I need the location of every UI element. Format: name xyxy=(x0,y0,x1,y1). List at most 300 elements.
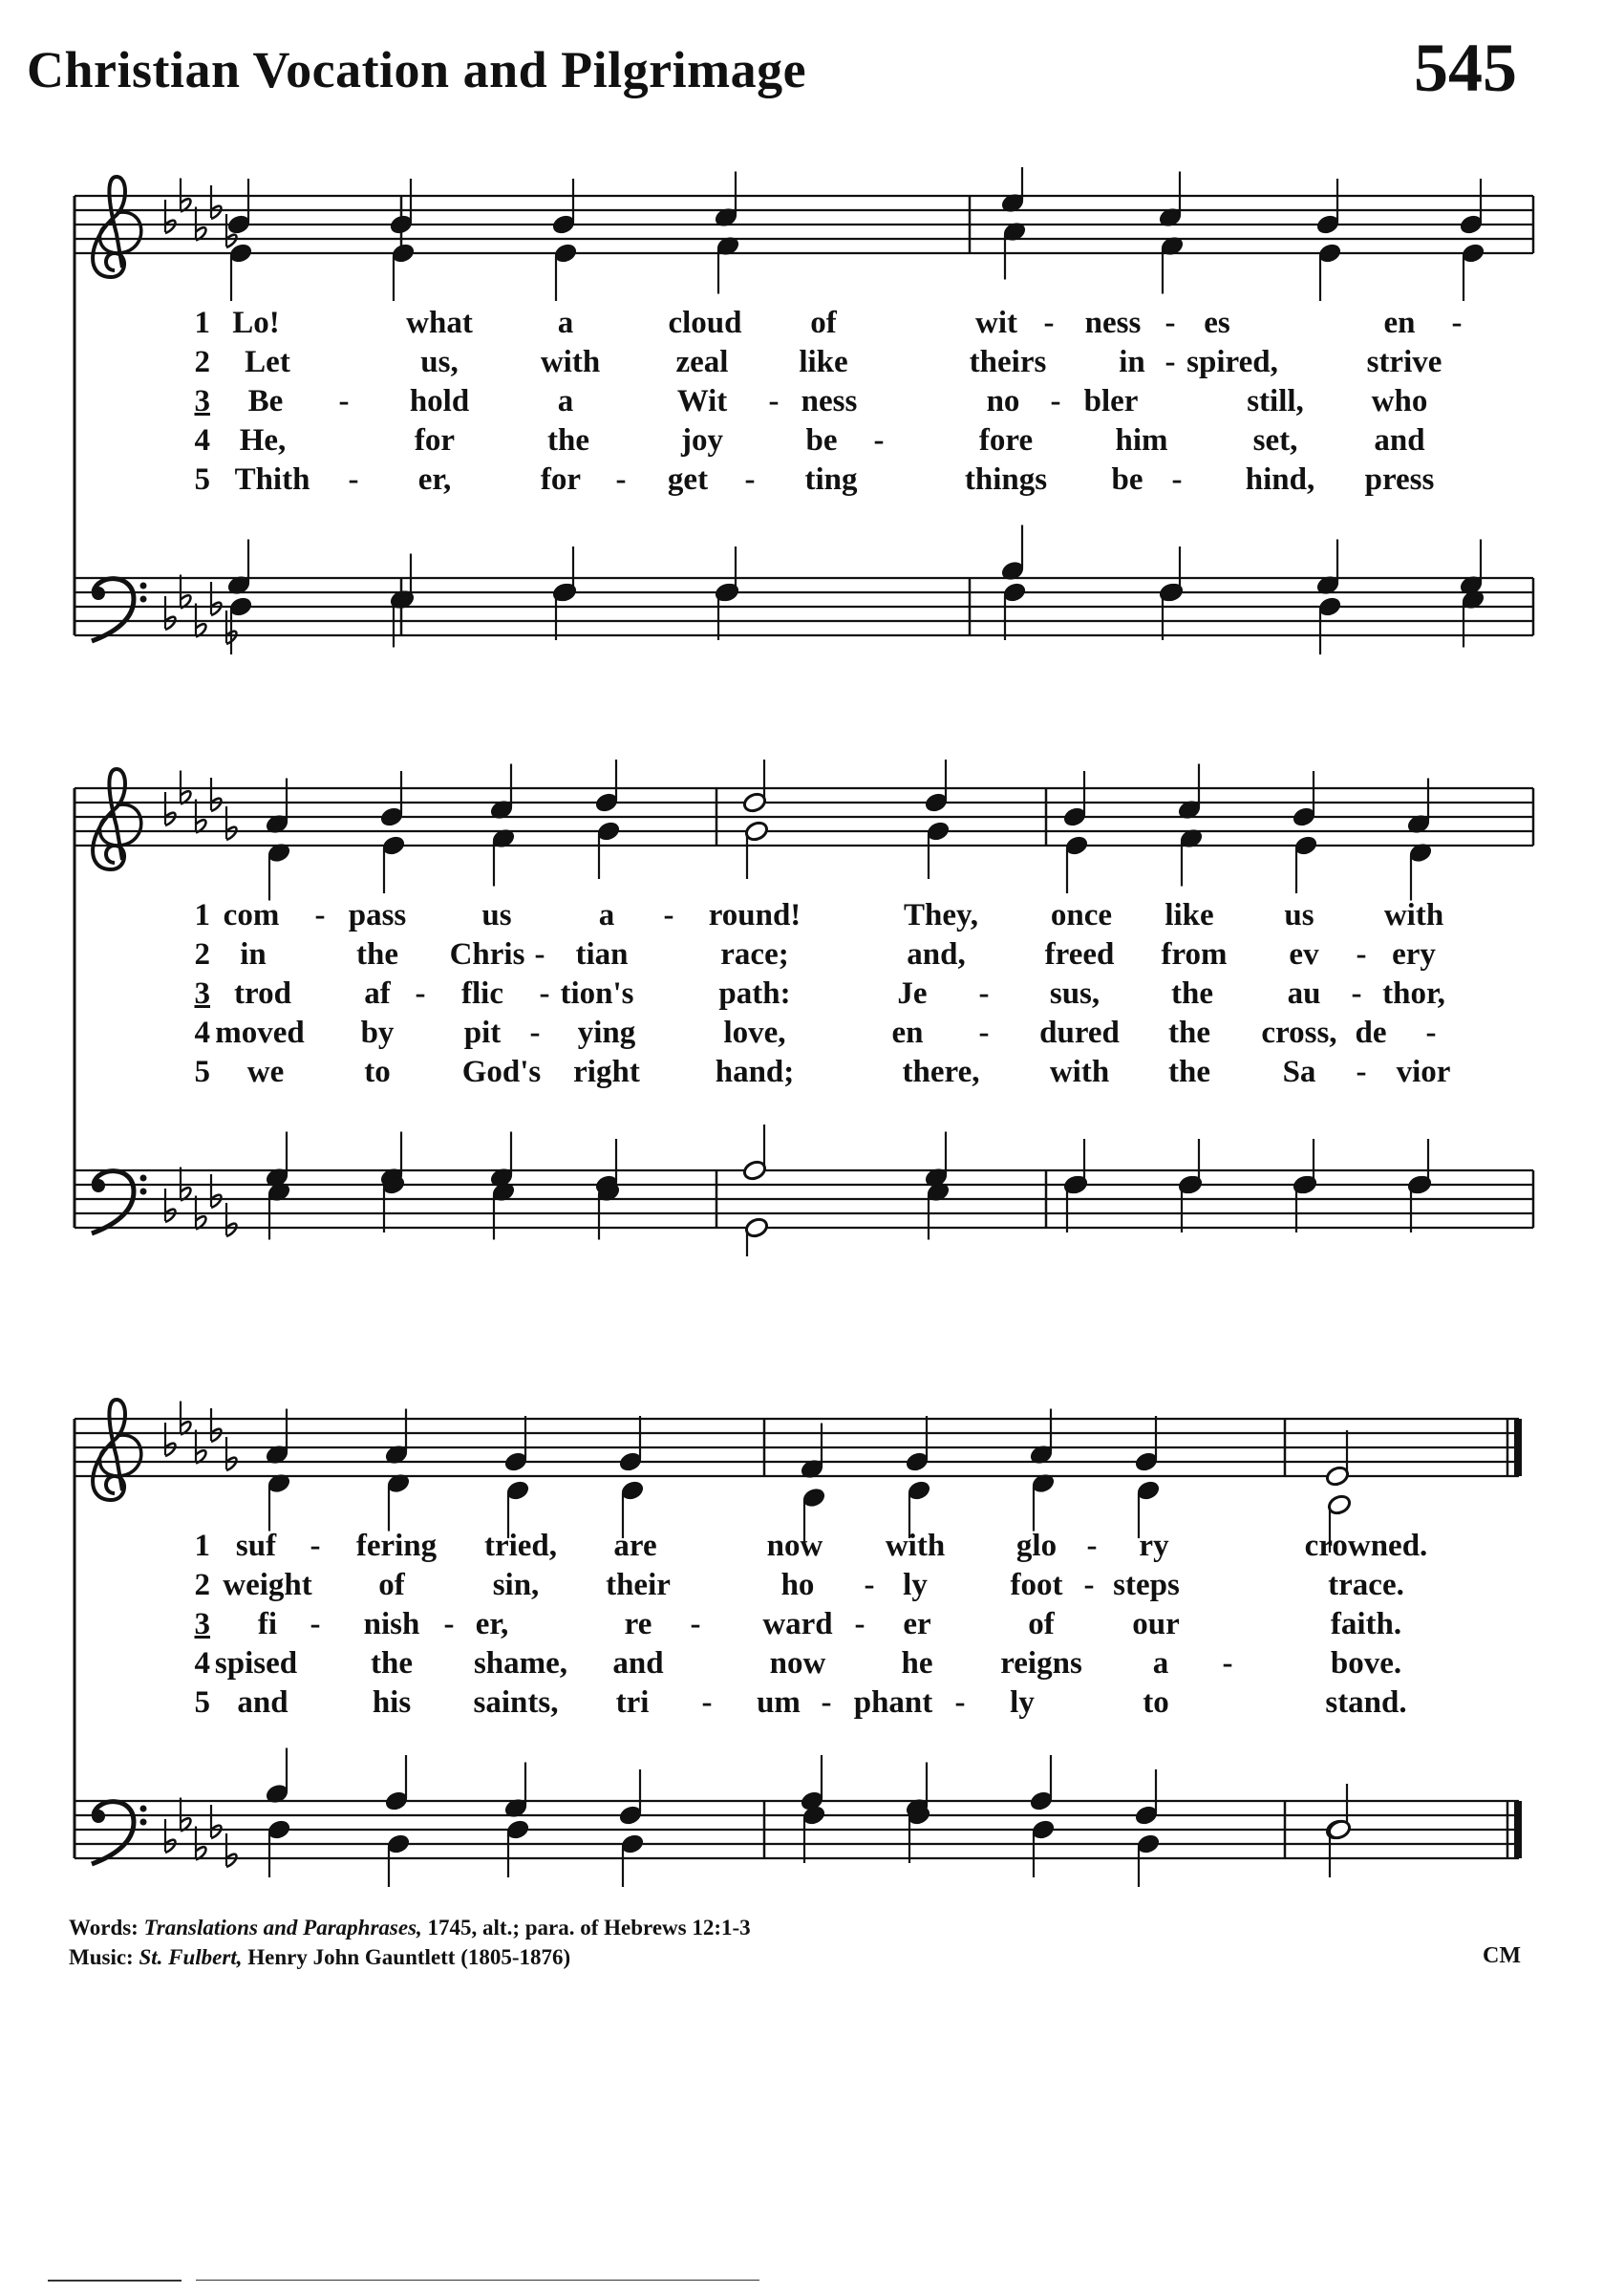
verse-number: 5 xyxy=(194,1685,210,1720)
verse-number: 2 xyxy=(194,1568,210,1602)
bass-note xyxy=(716,581,741,640)
lyric-syllable: They, xyxy=(904,898,978,932)
verse-line xyxy=(0,1568,1624,1606)
lyric-syllable: vior xyxy=(1396,1055,1451,1089)
lyric-syllable: es xyxy=(1204,306,1230,340)
verse-line xyxy=(0,306,1624,344)
lyric-syllable: bove. xyxy=(1330,1646,1402,1681)
lyric-syllable: um xyxy=(757,1685,801,1720)
hyphen: - xyxy=(701,1685,713,1720)
lyric-syllable: en xyxy=(891,1016,924,1050)
tenor-note xyxy=(1000,525,1026,583)
lyric-syllable: his xyxy=(372,1685,412,1720)
bass-note xyxy=(744,1216,770,1256)
lyric-syllable: our xyxy=(1132,1607,1180,1641)
lyric-syllable: a xyxy=(557,384,574,418)
lyric-syllable: from xyxy=(1161,937,1228,972)
hyphen: - xyxy=(690,1607,701,1641)
bass-note xyxy=(907,1804,932,1863)
lyric-syllable: ness xyxy=(1084,306,1142,340)
lyric-syllable: the xyxy=(547,423,589,458)
lyric-syllable: ery xyxy=(1392,937,1436,972)
lyric-syllable: ly xyxy=(903,1568,928,1602)
lyric-syllable: by xyxy=(360,1016,395,1050)
lyric-syllable: fi xyxy=(257,1607,278,1641)
verse-number: 4 xyxy=(194,1646,210,1681)
lyric-syllable: Lo! xyxy=(232,306,280,340)
final-barline xyxy=(1514,1419,1522,1476)
lyric-syllable: freed xyxy=(1044,937,1115,972)
verse-line xyxy=(0,384,1624,422)
words-credit xyxy=(69,1913,751,1942)
flat-icon xyxy=(226,1833,237,1867)
lyric-syllable: press xyxy=(1364,462,1435,497)
lyric-syllable: steps xyxy=(1113,1568,1180,1602)
lyric-syllable: in xyxy=(1119,345,1145,379)
lyric-syllable: trod xyxy=(234,976,291,1011)
lyric-syllable: Wit xyxy=(676,384,728,418)
lyric-syllable: ry xyxy=(1139,1529,1169,1563)
bass-note xyxy=(1064,1173,1090,1232)
lyric-syllable: to xyxy=(364,1055,391,1089)
lyric-syllable: the xyxy=(1171,976,1213,1011)
lyric-syllable: tion's xyxy=(560,976,634,1011)
flat-icon xyxy=(211,1805,222,1838)
hyphen: - xyxy=(1356,1055,1367,1089)
verse-number: 3 xyxy=(194,1607,210,1641)
verse-number: 5 xyxy=(194,462,210,497)
music-label: Music: xyxy=(69,1945,134,1969)
lyric-syllable: hold xyxy=(409,384,470,418)
hyphen: - xyxy=(821,1685,832,1720)
lyric-syllable: en xyxy=(1383,306,1416,340)
alto-note xyxy=(1461,242,1486,301)
lyric-syllable: ting xyxy=(804,462,858,497)
flat-icon xyxy=(226,1437,237,1470)
soprano-note xyxy=(1062,771,1088,828)
lyric-syllable: stand. xyxy=(1325,1685,1407,1720)
verse-line xyxy=(0,1529,1624,1567)
verse-number: 2 xyxy=(194,937,210,972)
flat-icon xyxy=(211,1408,222,1442)
tenor-note xyxy=(742,1125,768,1182)
soprano-note xyxy=(618,1416,644,1473)
bass-note xyxy=(801,1804,827,1863)
alto-note xyxy=(1179,827,1205,887)
lyric-syllable: ho xyxy=(780,1568,815,1602)
hyphen: - xyxy=(615,462,627,497)
lyric-syllable: af xyxy=(364,976,391,1011)
hyphen: - xyxy=(1351,976,1362,1011)
hyphen: - xyxy=(314,898,326,932)
tenor-note xyxy=(226,540,252,597)
tenor-note xyxy=(1134,1769,1160,1827)
lyric-syllable: there, xyxy=(902,1055,980,1089)
music-tune: St. Fulbert, xyxy=(139,1945,243,1969)
verse-number: 1 xyxy=(194,1529,210,1563)
final-barline xyxy=(1514,1801,1522,1858)
lyric-syllable: pass xyxy=(348,898,407,932)
bass-note xyxy=(1408,1173,1434,1232)
verse-number: 1 xyxy=(194,306,210,340)
lyric-syllable: with xyxy=(1383,898,1444,932)
hyphen: - xyxy=(338,384,350,418)
lyric-syllable: right xyxy=(573,1055,640,1089)
tenor-note xyxy=(503,1763,529,1820)
flat-icon xyxy=(226,806,237,840)
meter-label: CM xyxy=(1483,1943,1521,1968)
bass-note xyxy=(267,1181,292,1240)
flat-icon xyxy=(165,596,176,630)
lyric-syllable: glo xyxy=(1015,1529,1058,1563)
treble-clef-icon xyxy=(93,1400,141,1500)
lyric-syllable: spised xyxy=(214,1646,298,1681)
footer-rule-right xyxy=(196,2280,759,2281)
words-source: Translations and Paraphrases, xyxy=(143,1916,422,1939)
hyphen: - xyxy=(1043,306,1055,340)
lyric-syllable: path: xyxy=(718,976,791,1011)
flat-icon xyxy=(165,1189,176,1222)
lyric-syllable: for xyxy=(414,423,456,458)
alto-note xyxy=(716,235,741,294)
bass-note xyxy=(1136,1832,1162,1887)
alto-note xyxy=(1408,842,1434,901)
verse-line xyxy=(0,976,1624,1015)
soprano-note xyxy=(594,760,620,814)
lyric-syllable: au xyxy=(1287,976,1321,1011)
verse-number: 3 xyxy=(194,976,210,1011)
verse-number: 4 xyxy=(194,1016,210,1050)
lyric-syllable: who xyxy=(1371,384,1428,418)
hyphen: - xyxy=(978,1016,990,1050)
lyric-syllable: er xyxy=(903,1607,931,1641)
soprano-note xyxy=(503,1416,529,1473)
lyric-syllable: he xyxy=(901,1646,933,1681)
lyric-syllable: us xyxy=(1284,898,1314,932)
alto-note xyxy=(391,242,417,301)
soprano-note xyxy=(800,1424,825,1481)
lyric-syllable: the xyxy=(1168,1055,1210,1089)
verse-number: 2 xyxy=(194,345,210,379)
lyric-syllable: we xyxy=(246,1055,285,1089)
lyric-syllable: tian xyxy=(575,937,629,972)
hymn-number: 545 xyxy=(1414,30,1517,106)
hyphen: - xyxy=(1050,384,1061,418)
alto-note xyxy=(596,820,622,879)
lyric-syllable: us, xyxy=(420,345,459,379)
tenor-note xyxy=(1315,540,1341,597)
lyric-syllable: dured xyxy=(1039,1016,1120,1050)
soprano-note xyxy=(265,1409,290,1467)
verse-line xyxy=(0,462,1624,501)
soprano-note xyxy=(384,1409,410,1467)
lyric-syllable: ev xyxy=(1289,937,1319,972)
lyric-syllable: er, xyxy=(417,462,452,497)
lyric-syllable: the xyxy=(371,1646,413,1681)
lyric-syllable: race; xyxy=(720,937,789,972)
alto-note xyxy=(1160,235,1186,294)
lyric-syllable: be xyxy=(1111,462,1143,497)
tenor-note xyxy=(618,1769,644,1827)
alto-note xyxy=(553,242,579,301)
lyric-syllable: the xyxy=(1168,1016,1210,1050)
bass-note xyxy=(926,1181,951,1240)
lyric-syllable: what xyxy=(406,306,473,340)
hyphen: - xyxy=(415,976,426,1011)
hyphen: - xyxy=(1425,1016,1437,1050)
tenor-note xyxy=(489,1132,515,1189)
alto-note xyxy=(1064,834,1090,893)
lyric-syllable: cross, xyxy=(1261,1016,1337,1050)
lyric-syllable: phant xyxy=(853,1685,933,1720)
lyric-syllable: hand; xyxy=(715,1055,795,1089)
lyric-syllable: shame, xyxy=(473,1646,568,1681)
lyric-syllable: joy xyxy=(681,423,723,458)
hyphen: - xyxy=(663,898,674,932)
lyric-syllable: wit xyxy=(975,306,1017,340)
verse-line xyxy=(0,1685,1624,1724)
lyric-syllable: us xyxy=(481,898,512,932)
bass-note xyxy=(1293,1173,1319,1232)
verse-line xyxy=(0,1016,1624,1054)
hyphen: - xyxy=(1356,937,1367,972)
lyric-syllable: sin, xyxy=(492,1568,540,1602)
lyric-syllable: and xyxy=(612,1646,664,1681)
soprano-note xyxy=(1177,764,1203,822)
lyric-syllable: Chris xyxy=(449,937,525,972)
hyphen: - xyxy=(443,1607,455,1641)
lyric-syllable: now xyxy=(769,1646,826,1681)
footer-rule-left xyxy=(48,2280,182,2282)
bass-note xyxy=(267,1818,292,1877)
lyric-syllable: saints, xyxy=(473,1685,559,1720)
lyric-syllable: Thith xyxy=(234,462,310,497)
hyphen: - xyxy=(529,1016,541,1050)
flat-icon xyxy=(211,582,222,615)
treble-clef-icon xyxy=(93,177,141,277)
alto-note xyxy=(267,842,292,901)
bass-note xyxy=(1327,1818,1353,1877)
lyric-syllable: fering xyxy=(355,1529,438,1563)
alto-note xyxy=(1002,221,1028,280)
alto-note xyxy=(381,834,407,893)
hyphen: - xyxy=(864,1568,875,1602)
soprano-note xyxy=(1325,1430,1351,1488)
hyphen: - xyxy=(854,1607,865,1641)
lyric-syllable: flic xyxy=(461,976,503,1011)
tenor-note xyxy=(1459,540,1485,597)
soprano-note xyxy=(1406,779,1432,836)
lyric-syllable: and xyxy=(237,1685,288,1720)
bass-note xyxy=(491,1181,517,1240)
lyric-syllable: are xyxy=(613,1529,657,1563)
lyric-syllable: the xyxy=(356,937,398,972)
lyric-syllable: once xyxy=(1050,898,1113,932)
soprano-note xyxy=(714,172,739,229)
flat-icon xyxy=(211,778,222,811)
tenor-note xyxy=(1029,1755,1055,1812)
lyric-syllable: hind, xyxy=(1245,462,1315,497)
lyric-syllable: with xyxy=(1049,1055,1110,1089)
lyric-syllable: thor, xyxy=(1382,976,1445,1011)
verse-number: 5 xyxy=(194,1055,210,1089)
bass-clef-icon xyxy=(92,1171,147,1233)
bass-note xyxy=(1461,589,1486,648)
section-title: Christian Vocation and Pilgrimage xyxy=(27,41,807,98)
tenor-note xyxy=(265,1132,290,1189)
soprano-note xyxy=(1459,179,1485,236)
verse-line xyxy=(0,937,1624,975)
lyric-syllable: crowned. xyxy=(1304,1529,1428,1563)
verse-number: 1 xyxy=(194,898,210,932)
words-label: Words: xyxy=(69,1916,139,1939)
lyric-syllable: love, xyxy=(723,1016,786,1050)
alto-note xyxy=(267,1472,292,1532)
lyric-syllable: ying xyxy=(577,1016,636,1050)
tenor-note xyxy=(384,1755,410,1812)
lyric-syllable: fore xyxy=(978,423,1034,458)
lyric-syllable: com xyxy=(223,898,280,932)
lyric-syllable: ness xyxy=(801,384,858,418)
lyric-syllable: sus, xyxy=(1049,976,1100,1011)
lyric-syllable: Je xyxy=(897,976,928,1011)
lyric-syllable: He, xyxy=(239,423,287,458)
lyric-syllable: round! xyxy=(708,898,801,932)
lyric-syllable: de xyxy=(1355,1016,1387,1050)
soprano-note xyxy=(1158,172,1184,229)
lyric-syllable: with xyxy=(885,1529,946,1563)
music-system xyxy=(0,760,1624,1256)
lyric-syllable: a xyxy=(1152,1646,1169,1681)
hyphen: - xyxy=(768,384,780,418)
lyric-syllable: Be xyxy=(247,384,284,418)
lyric-syllable: foot xyxy=(1010,1568,1063,1602)
verse-line xyxy=(0,423,1624,461)
alto-note xyxy=(744,820,770,879)
verse-number: 3 xyxy=(194,384,210,418)
bass-clef-icon xyxy=(92,1802,147,1864)
lyric-syllable: faith. xyxy=(1330,1607,1402,1641)
hyphen: - xyxy=(1222,1646,1233,1681)
lyric-syllable: set, xyxy=(1252,423,1298,458)
music-system xyxy=(0,1390,1624,1887)
soprano-note xyxy=(1029,1409,1055,1467)
hyphen: - xyxy=(310,1529,321,1563)
lyric-syllable: of xyxy=(810,306,837,340)
bass-note xyxy=(1317,595,1343,654)
lyric-syllable: tri xyxy=(615,1685,650,1720)
alto-note xyxy=(1293,834,1319,893)
lyric-syllable: like xyxy=(1165,898,1214,932)
lyric-syllable: to xyxy=(1143,1685,1169,1720)
lyric-syllable: moved xyxy=(215,1016,305,1050)
bass-note xyxy=(1160,581,1186,640)
alto-note xyxy=(926,820,951,879)
verse-line xyxy=(0,1607,1624,1645)
lyric-syllable: no xyxy=(986,384,1020,418)
alto-note xyxy=(1031,1472,1057,1532)
bass-note xyxy=(1031,1818,1057,1877)
soprano-note xyxy=(226,179,252,236)
soprano-note xyxy=(379,771,405,828)
lyric-syllable: re xyxy=(624,1607,652,1641)
tenor-note xyxy=(924,1132,950,1189)
verse-line xyxy=(0,1646,1624,1684)
soprano-note xyxy=(924,760,950,814)
music-detail: Henry John Gauntlett (1805-1876) xyxy=(247,1945,571,1969)
verse-line xyxy=(0,898,1624,936)
lyric-syllable: ly xyxy=(1010,1685,1035,1720)
music-credit xyxy=(69,1942,751,1972)
lyric-syllable: strive xyxy=(1366,345,1442,379)
bass-note xyxy=(386,1832,412,1887)
flat-icon xyxy=(165,200,176,233)
hyphen: - xyxy=(1171,462,1183,497)
soprano-note xyxy=(489,764,515,822)
words-detail: 1745, alt.; para. of Hebrews 12:1-3 xyxy=(427,1916,751,1939)
bass-note xyxy=(381,1173,407,1232)
lyric-syllable: bler xyxy=(1083,384,1139,418)
hyphen: - xyxy=(348,462,359,497)
lyric-syllable: tried, xyxy=(483,1529,558,1563)
alto-note xyxy=(228,242,254,301)
verse-line xyxy=(0,345,1624,383)
bass-note xyxy=(596,1181,622,1240)
lyric-syllable: with xyxy=(540,345,601,379)
lyric-syllable: Let xyxy=(245,345,290,379)
lyric-syllable: and xyxy=(1374,423,1425,458)
tenor-note xyxy=(265,1748,290,1806)
hyphen: - xyxy=(873,423,885,458)
lyric-syllable: their xyxy=(606,1568,671,1602)
verse-line xyxy=(0,1055,1624,1093)
music-system xyxy=(0,167,1624,664)
lyric-syllable: spired, xyxy=(1186,345,1278,379)
bass-note xyxy=(620,1832,646,1887)
alto-note xyxy=(491,827,517,887)
alto-note xyxy=(1317,242,1343,301)
lyric-syllable: pit xyxy=(463,1016,502,1050)
bass-note xyxy=(553,581,579,640)
hyphen: - xyxy=(978,976,990,1011)
flat-icon xyxy=(165,1819,176,1853)
lyric-syllable: of xyxy=(378,1568,405,1602)
lyric-syllable: and, xyxy=(907,937,966,972)
lyric-syllable: be xyxy=(805,423,838,458)
lyric-syllable: trace. xyxy=(1328,1568,1404,1602)
lyric-syllable: now xyxy=(766,1529,823,1563)
hyphen: - xyxy=(1086,1529,1098,1563)
soprano-note xyxy=(1315,179,1341,236)
bass-note xyxy=(1179,1173,1205,1232)
soprano-note xyxy=(1292,771,1317,828)
hyphen: - xyxy=(1083,1568,1095,1602)
flat-icon xyxy=(211,1174,222,1208)
lyric-syllable: Sa xyxy=(1282,1055,1316,1089)
hyphen: - xyxy=(310,1607,321,1641)
soprano-note xyxy=(742,760,768,814)
hyphen: - xyxy=(539,976,550,1011)
soprano-note xyxy=(265,779,290,836)
bass-note xyxy=(505,1818,531,1877)
treble-clef-icon xyxy=(93,769,141,869)
soprano-note xyxy=(551,179,577,236)
lyric-syllable: zeal xyxy=(675,345,729,379)
lyric-syllable: of xyxy=(1028,1607,1055,1641)
credits xyxy=(69,1913,751,1972)
flat-icon xyxy=(226,1203,237,1236)
soprano-note xyxy=(905,1416,930,1473)
